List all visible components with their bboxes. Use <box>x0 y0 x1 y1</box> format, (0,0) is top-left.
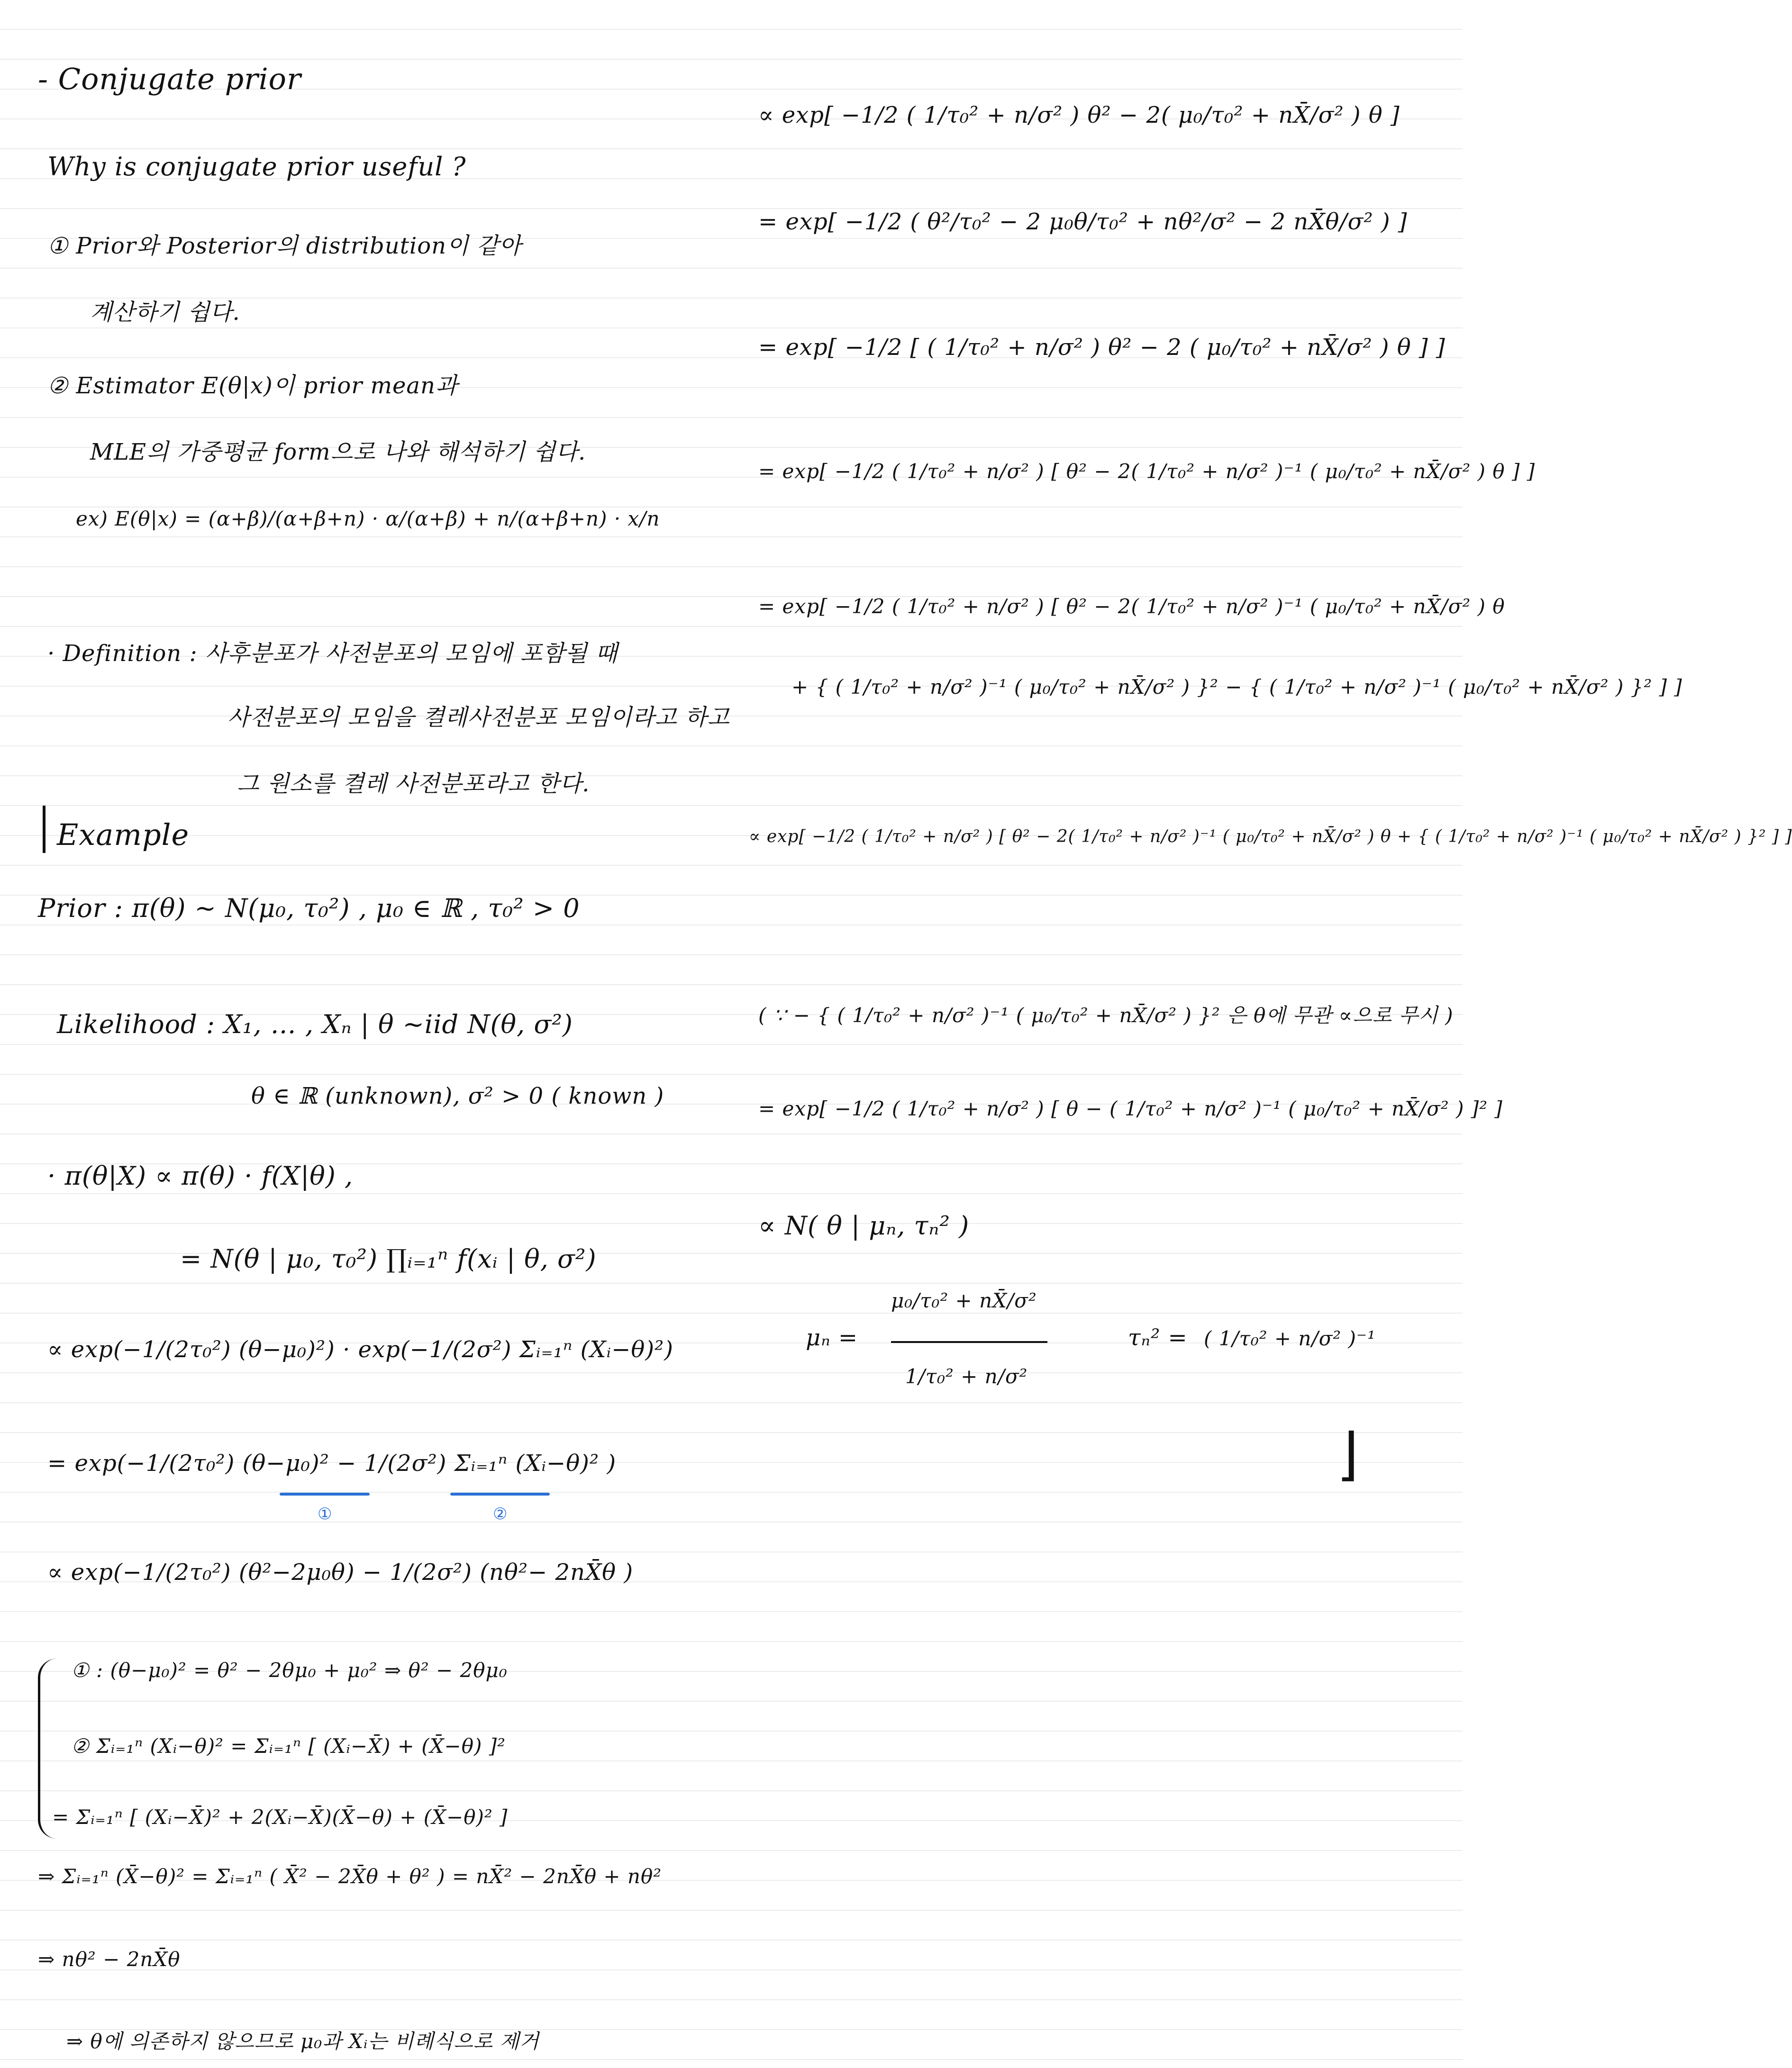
right-line5b: + { ( 1/τ₀² + n/σ² )⁻¹ ( μ₀/τ₀² + nX̄/σ² ) }² − { ( 1/τ₀² + n/σ² )⁻¹ ( μ₀/τ₀² + nX̄/σ² ) }² ] ] <box>791 675 1683 698</box>
right-line6: ∝ exp[ −1/2 ( 1/τ₀² + n/σ² ) [ θ² − 2( 1/τ₀² + n/σ² )⁻¹ ( μ₀/τ₀² + nX̄/σ² ) θ + { ( 1/τ₀² + n/σ² )⁻¹ ( μ₀/τ₀² + nX̄/σ² ) }² ] ] <box>749 827 1792 846</box>
posterior-line4: = exp(−1/(2τ₀²) (θ−μ₀)² − 1/(2σ²) Σᵢ₌₁ⁿ (Xᵢ−θ)² ) <box>47 1450 617 1477</box>
posterior-line1: · π(θ|X) ∝ π(θ) · f(X|θ) , <box>47 1161 354 1191</box>
derivation-step3: = Σᵢ₌₁ⁿ [ (Xᵢ−X̄)² + 2(Xᵢ−X̄)(X̄−θ) + (X̄−θ)² ] <box>52 1805 508 1829</box>
question: Why is conjugate prior useful ? <box>47 152 466 181</box>
right-line5a: = exp[ −1/2 ( 1/τ₀² + n/σ² ) [ θ² − 2( 1/τ₀² + n/σ² )⁻¹ ( μ₀/τ₀² + nX̄/σ² ) θ <box>758 595 1505 618</box>
point1-line2: 계산하기 쉽다. <box>90 299 240 326</box>
mu-n-label: μₙ = <box>806 1324 858 1351</box>
definition-line3: 그 원소를 켤레 사전분포라고 한다. <box>237 771 590 797</box>
right-line9: ∝ N( θ | μₙ, τₙ² ) <box>758 1211 970 1241</box>
derivation-step1: ① : (θ−μ₀)² = θ² − 2θμ₀ + μ₀² ⇒ θ² − 2θμ₀ <box>71 1659 508 1682</box>
mu-n-denominator: 1/τ₀² + n/σ² <box>905 1365 1028 1388</box>
derivation-step6: ⇒ θ에 의존하지 않으므로 μ₀과 Xᵢ는 비례식으로 제거 <box>66 2030 539 2053</box>
point2-line1: ② Estimator E(θ|x)이 prior mean과 <box>47 372 458 399</box>
derivation-step2: ② Σᵢ₌₁ⁿ (Xᵢ−θ)² = Σᵢ₌₁ⁿ [ (Xᵢ−X̄) + (X̄−θ) ]² <box>71 1734 506 1758</box>
underline-term1 <box>280 1493 370 1496</box>
definition-line1: · Definition : 사후분포가 사전분포의 모임에 포함될 때 <box>47 640 618 667</box>
tau-n-value: ( 1/τ₀² + n/σ² )⁻¹ <box>1204 1327 1376 1350</box>
posterior-line5: ∝ exp(−1/(2τ₀²) (θ²−2μ₀θ) − 1/(2σ²) (nθ²− 2nX̄θ ) <box>47 1559 634 1586</box>
right-line2: = exp[ −1/2 ( θ²/τ₀² − 2 μ₀θ/τ₀² + nθ²/σ² − 2 nX̄θ/σ² ) ] <box>758 209 1408 235</box>
right-line8: = exp[ −1/2 ( 1/τ₀² + n/σ² ) [ θ − ( 1/τ₀² + n/σ² )⁻¹ ( μ₀/τ₀² + nX̄/σ² ) ]² ] <box>758 1097 1503 1120</box>
term1-marker: ① <box>318 1505 332 1524</box>
right-line4: = exp[ −1/2 ( 1/τ₀² + n/σ² ) [ θ² − 2( 1/τ₀² + n/σ² )⁻¹ ( μ₀/τ₀² + nX̄/σ² ) θ ] ] <box>758 460 1536 483</box>
right-line7: ( ∵ − { ( 1/τ₀² + n/σ² )⁻¹ ( μ₀/τ₀² + nX̄/σ² ) }² 은 θ에 무관 ∝으로 무시 ) <box>758 1004 1454 1027</box>
point2-line2: MLE의 가중평균 form으로 나와 해석하기 쉽다. <box>90 439 586 465</box>
mu-n-numerator: μ₀/τ₀² + nX̄/σ² <box>891 1289 1037 1312</box>
right-line1: ∝ exp[ −1/2 ( 1/τ₀² + n/σ² ) θ² − 2( μ₀/τ₀² + nX̄/σ² ) θ ] <box>758 102 1400 128</box>
example-title: Example <box>57 817 190 852</box>
right-line3: = exp[ −1/2 [ ( 1/τ₀² + n/σ² ) θ² − 2 ( μ₀/τ₀² + nX̄/σ² ) θ ] ] <box>758 334 1446 361</box>
definition-line2: 사전분포의 모임을 켤레사전분포 모임이라고 하고 <box>227 704 730 731</box>
derivation-step4: ⇒ Σᵢ₌₁ⁿ (X̄−θ)² = Σᵢ₌₁ⁿ ( X̄² − 2X̄θ + θ² ) = nX̄² − 2nX̄θ + nθ² <box>38 1865 662 1888</box>
example-marker <box>43 806 45 853</box>
prior-line: Prior : π(θ) ~ N(μ₀, τ₀²) , μ₀ ∈ ℝ , τ₀² > 0 <box>38 893 580 923</box>
likelihood-line1: Likelihood : X₁, … , Xₙ | θ ~iid N(θ, σ²) <box>57 1009 573 1039</box>
posterior-line3: ∝ exp(−1/(2τ₀²) (θ−μ₀)²) · exp(−1/(2σ²) Σᵢ₌₁ⁿ (Xᵢ−θ)²) <box>47 1336 674 1363</box>
heading: - Conjugate prior <box>38 62 301 96</box>
underline-term2 <box>450 1493 550 1496</box>
term2-marker: ② <box>493 1505 508 1524</box>
likelihood-line2: θ ∈ ℝ (unknown), σ² > 0 ( known ) <box>251 1083 664 1109</box>
posterior-line2: = N(θ | μ₀, τ₀²) ∏ᵢ₌₁ⁿ f(xᵢ | θ, σ²) <box>180 1244 597 1274</box>
point1-line1: ① Prior와 Posterior의 distribution이 같아 <box>47 233 522 259</box>
qed-mark: ⌋ <box>1337 1422 1359 1488</box>
example-formula: ex) E(θ|x) = (α+β)/(α+β+n) · α/(α+β) + n/(α+β+n) · x/n <box>76 507 660 530</box>
tau-n-label: τₙ² = <box>1128 1324 1188 1351</box>
mu-n-fraction-bar <box>891 1341 1047 1343</box>
derivation-step5: ⇒ nθ² − 2nX̄θ <box>38 1948 181 1971</box>
